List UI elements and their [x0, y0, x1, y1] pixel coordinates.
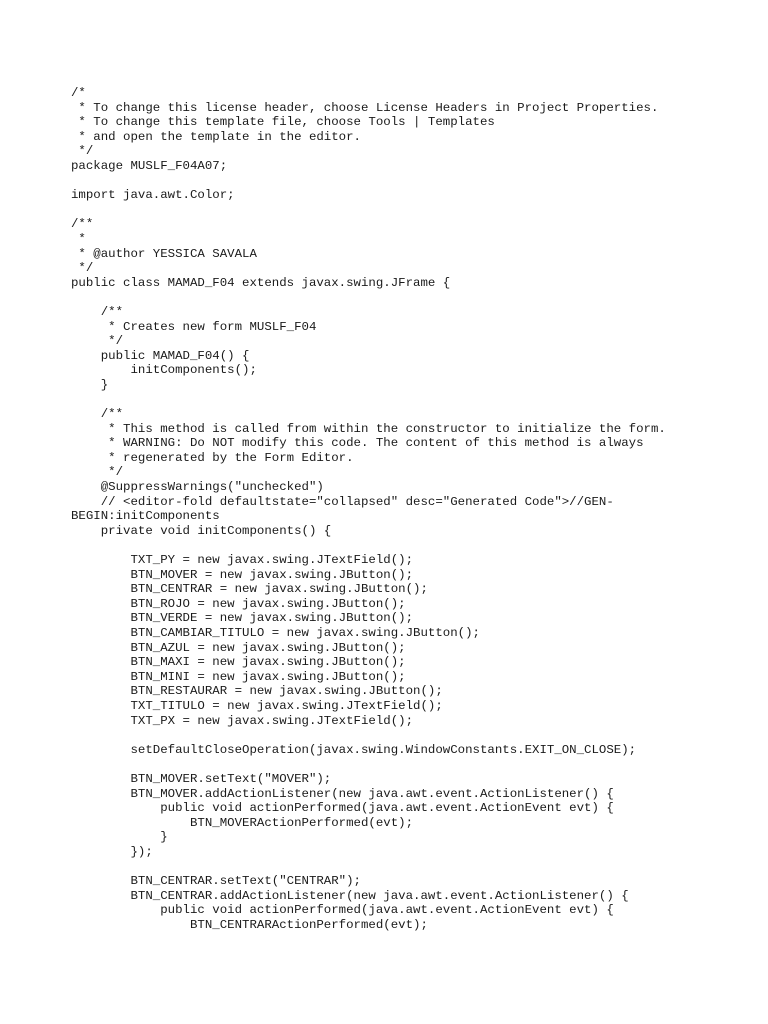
code-line: /**: [71, 217, 94, 232]
code-line: TXT_PY = new javax.swing.JTextField();: [71, 553, 414, 567]
code-line: @SuppressWarnings("unchecked"): [71, 480, 324, 495]
code-line: */: [71, 334, 124, 349]
code-line: });: [71, 844, 153, 859]
code-line: [71, 174, 751, 189]
code-line: setDefaultCloseOperation(javax.swing.WindowConstants.EXIT_ON_CLOSE);: [71, 742, 637, 757]
code-line: }: [71, 830, 168, 845]
code-line: BTN_VERDE = new javax.swing.JButton();: [71, 611, 414, 626]
code-line: BTN_ROJO = new javax.swing.JButton();: [71, 596, 406, 611]
code-line: * and open the template in the editor.: [71, 129, 361, 144]
code-line: [71, 859, 751, 874]
code-line: BTN_MOVER = new javax.swing.JButton();: [71, 567, 414, 582]
code-line: BTN_CAMBIAR_TITULO = new javax.swing.JButton();: [71, 625, 480, 640]
code-line: BTN_MAXI = new javax.swing.JButton();: [71, 655, 406, 670]
code-line: [71, 290, 751, 305]
code-line: package MUSLF_F04A07;: [71, 158, 228, 173]
code-line: initComponents();: [71, 363, 257, 378]
code-line: * Creates new form MUSLF_F04: [71, 319, 317, 334]
code-line: [71, 392, 751, 407]
code-line: [71, 757, 751, 772]
code-line: */: [71, 144, 94, 159]
code-line: /*: [71, 86, 86, 100]
code-line: * regenerated by the Form Editor.: [71, 450, 354, 465]
code-line: [71, 728, 751, 743]
code-line: private void initComponents() {: [71, 523, 332, 538]
code-line: }: [71, 377, 109, 392]
code-line: * WARNING: Do NOT modify this code. The content of this method is always: [71, 436, 644, 451]
code-line: [71, 538, 751, 553]
code-line: public void actionPerformed(java.awt.event.ActionEvent evt) {: [71, 903, 614, 918]
code-line: BTN_MINI = new javax.swing.JButton();: [71, 669, 406, 684]
code-line: /**: [71, 407, 124, 422]
code-line: * To change this template file, choose Tools | Templates: [71, 115, 495, 130]
code-line: */: [71, 465, 124, 480]
code-line: /**: [71, 304, 124, 319]
code-line: BEGIN:initComponents: [71, 509, 220, 524]
code-line: BTN_CENTRAR = new javax.swing.JButton();: [71, 582, 428, 597]
code-block: [71, 86, 751, 932]
code-line: TXT_PX = new javax.swing.JTextField();: [71, 713, 414, 728]
code-line: BTN_MOVER.addActionListener(new java.awt.event.ActionListener() {: [71, 786, 614, 801]
code-line: BTN_AZUL = new javax.swing.JButton();: [71, 640, 406, 655]
code-line: BTN_CENTRARActionPerformed(evt);: [71, 917, 428, 932]
code-line: BTN_MOVER.setText("MOVER");: [71, 771, 332, 786]
code-line: * This method is called from within the constructor to initialize the form.: [71, 421, 666, 436]
code-line: public class MAMAD_F04 extends javax.swing.JFrame {: [71, 275, 451, 290]
code-line: public MAMAD_F04() {: [71, 348, 250, 363]
code-line: * @author YESSICA SAVALA: [71, 246, 257, 261]
code-line: BTN_RESTAURAR = new javax.swing.JButton();: [71, 684, 443, 699]
code-line: [71, 203, 751, 218]
code-line: // <editor-fold defaultstate="collapsed" desc="Generated Code">//GEN-: [71, 494, 614, 509]
code-line: TXT_TITULO = new javax.swing.JTextField();: [71, 698, 443, 713]
code-line: *: [71, 231, 86, 246]
code-line: BTN_CENTRAR.addActionListener(new java.awt.event.ActionListener() {: [71, 888, 629, 903]
code-line: BTN_MOVERActionPerformed(evt);: [71, 815, 414, 830]
code-line: public void actionPerformed(java.awt.event.ActionEvent evt) {: [71, 801, 614, 816]
code-line: import java.awt.Color;: [71, 188, 235, 203]
code-line: */: [71, 261, 94, 276]
code-line: * To change this license header, choose License Headers in Project Properties.: [71, 100, 659, 115]
code-line: BTN_CENTRAR.setText("CENTRAR");: [71, 874, 361, 889]
